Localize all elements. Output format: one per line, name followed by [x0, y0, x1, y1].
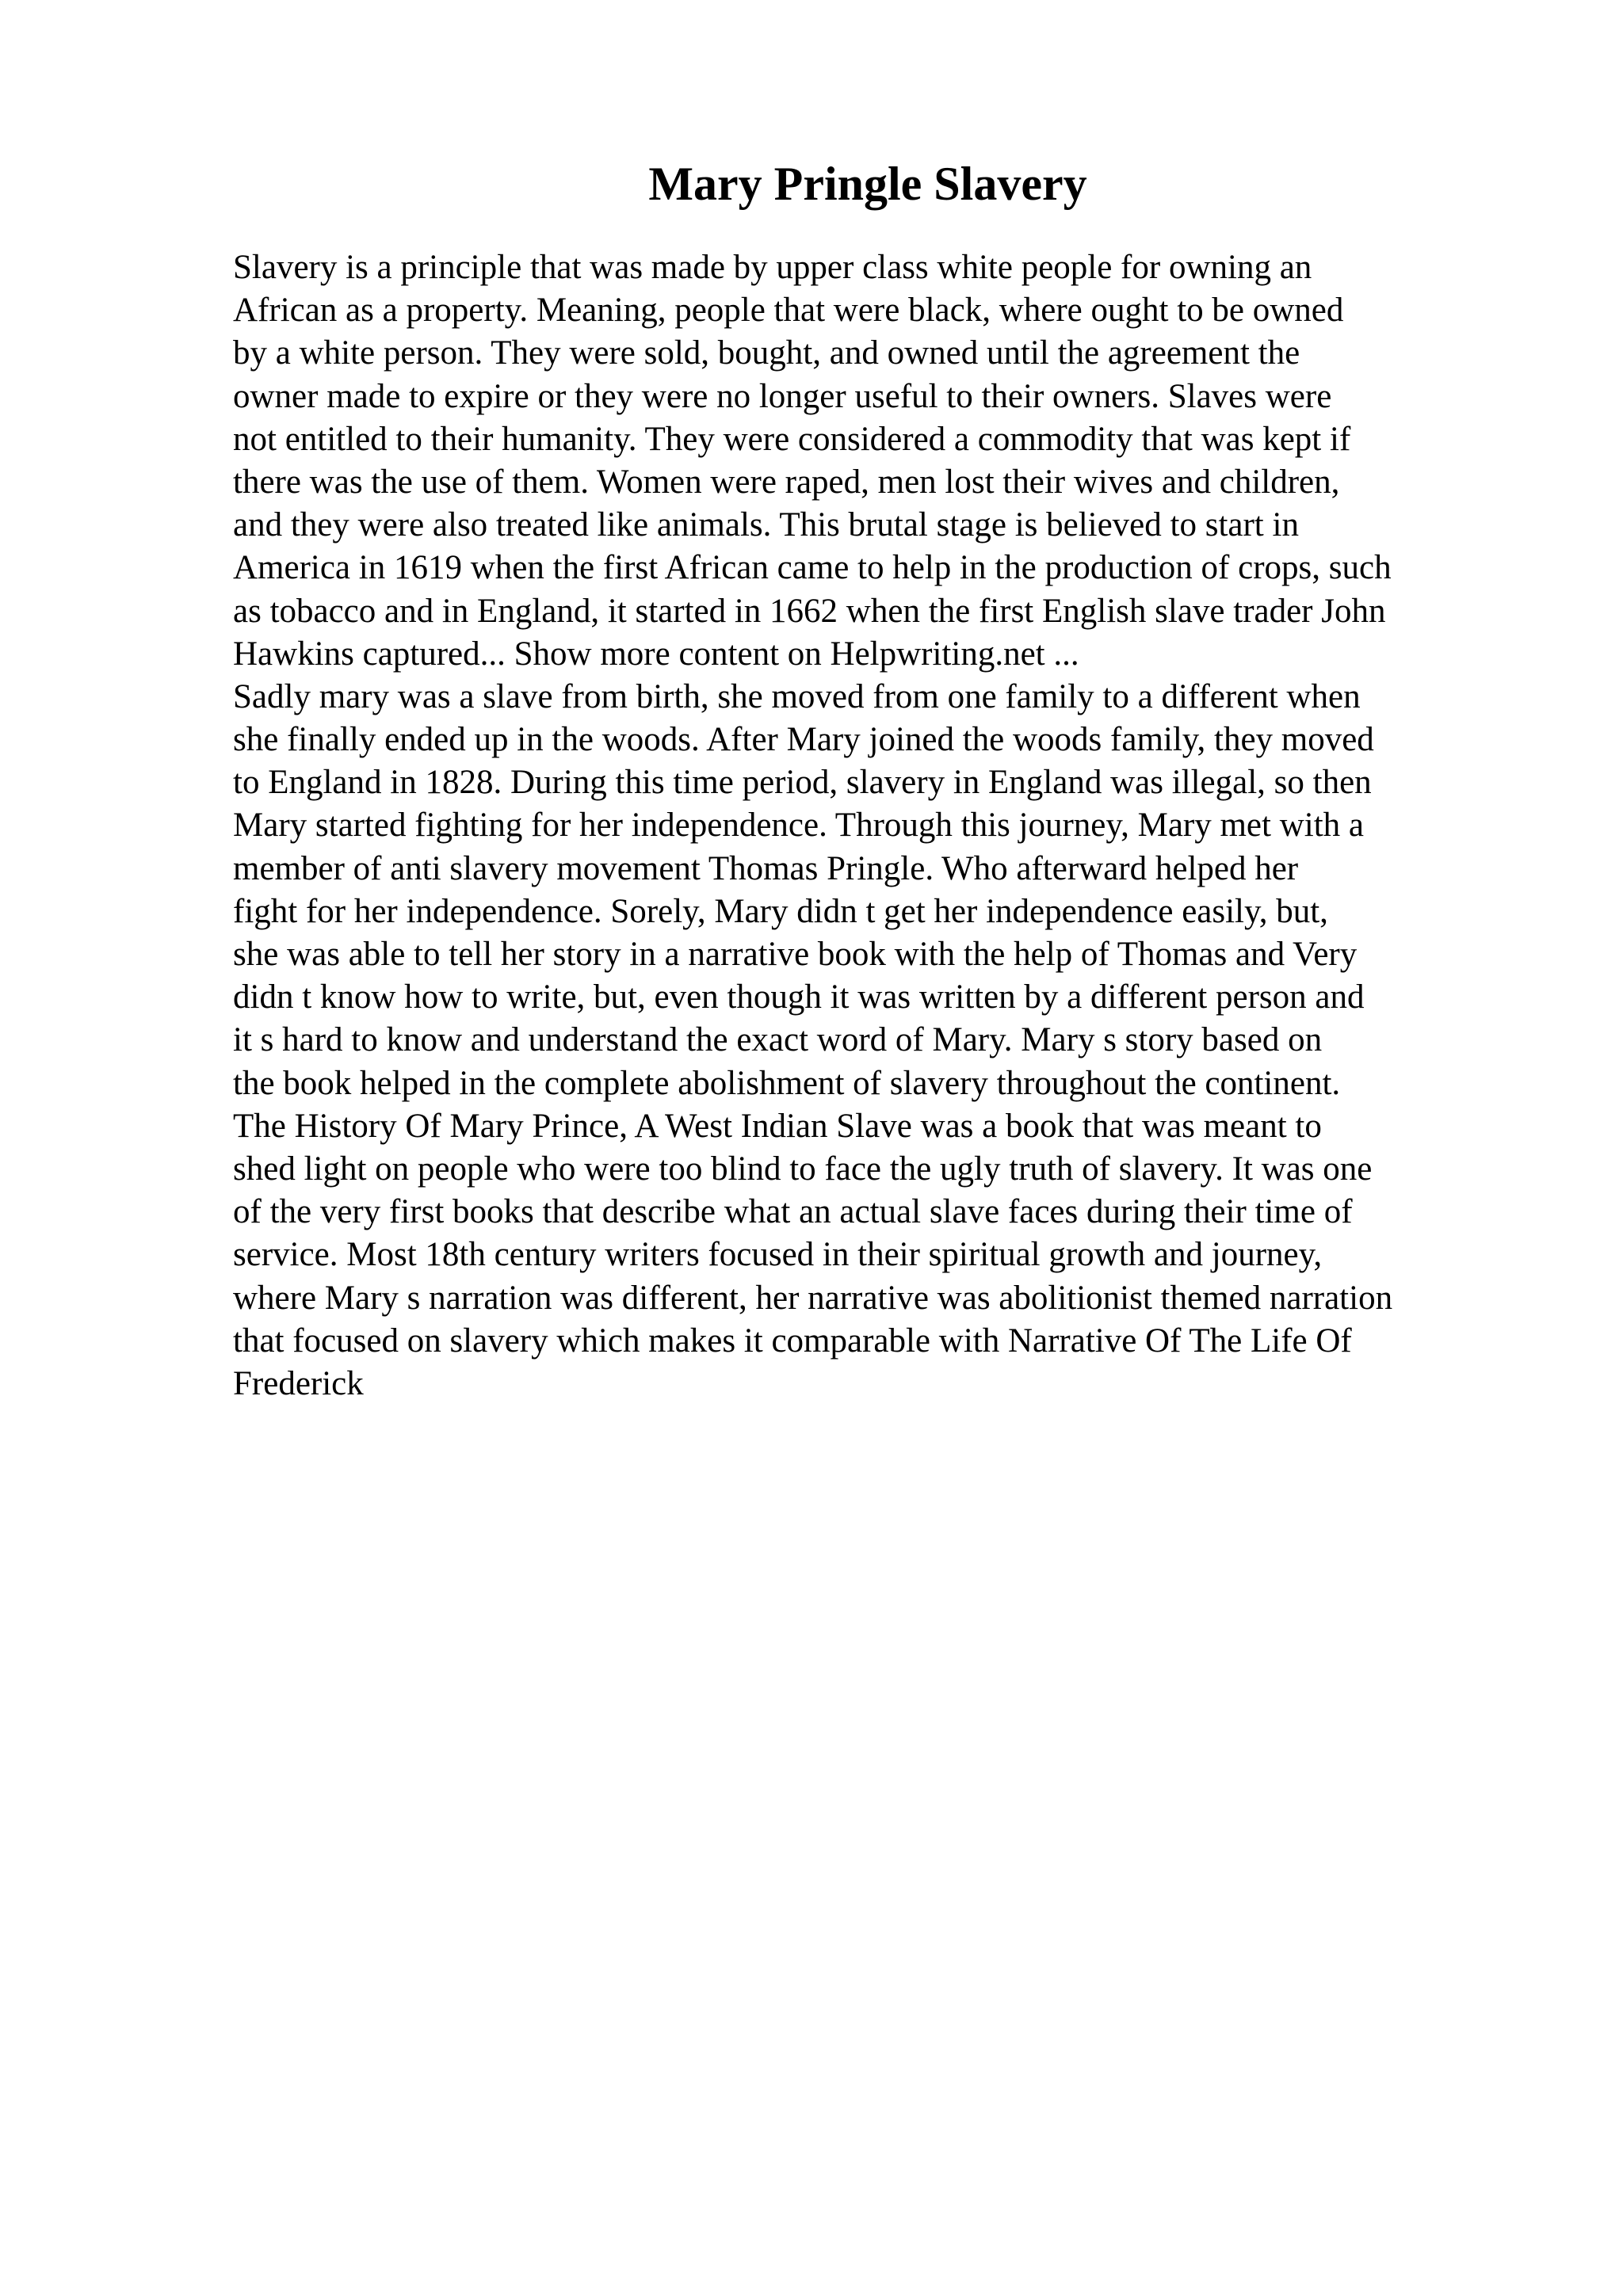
text-line: The History Of Mary Prince, A West Indian Slave was a book that was meant to [233, 1107, 1322, 1145]
text-line: Slavery is a principle that was made by upper class white people for owning an [233, 249, 1312, 286]
text-line: she finally ended up in the woods. After Mary joined the woods family, they moved [233, 721, 1374, 759]
text-line: and they were also treated like animals. This brutal stage is believed to start in [233, 506, 1299, 544]
text-line: America in 1619 when the first African came to help in the production of crops, such [233, 549, 1392, 587]
document-body [233, 246, 1517, 1405]
text-line: she was able to tell her story in a narrative book with the help of Thomas and Very [233, 936, 1358, 973]
text-line: as tobacco and in England, it started in 1662 when the first English slave trader John [233, 592, 1386, 630]
text-line: that focused on slavery which makes it comparable with Narrative Of The Life Of [233, 1322, 1352, 1360]
text-line: there was the use of them. Women were raped, men lost their wives and children, [233, 463, 1340, 501]
text-line: didn t know how to write, but, even though it was written by a different person and [233, 978, 1365, 1016]
text-line: owner made to expire or they were no longer useful to their owners. Slaves were [233, 377, 1332, 415]
text-line: Sadly mary was a slave from birth, she moved from one family to a different when [233, 677, 1361, 715]
text-line: it s hard to know and understand the exact word of Mary. Mary s story based on [233, 1021, 1323, 1059]
text-line: service. Most 18th century writers focused in their spiritual growth and journey, [233, 1236, 1323, 1274]
text-line: African as a property. Meaning, people that were black, where ought to be owned [233, 292, 1344, 330]
text-line: of the very first books that describe what an actual slave faces during their time of [233, 1193, 1353, 1231]
text-line: shed light on people who were too blind to face the ugly truth of slavery. It was one [233, 1150, 1373, 1188]
page-title: Mary Pringle Slavery [648, 158, 1087, 210]
text-line: to England in 1828. During this time period, slavery in England was illegal, so then [233, 764, 1372, 802]
text-line: by a white person. They were sold, bought, and owned until the agreement the [233, 334, 1300, 372]
text-line: Hawkins captured... Show more content on Helpwriting.net ... [233, 635, 1079, 673]
text-line: Frederick [233, 1364, 364, 1402]
text-line: Mary started fighting for her independence. Through this journey, Mary met with a [233, 807, 1364, 845]
text-line: member of anti slavery movement Thomas Pringle. Who afterward helped her [233, 849, 1299, 887]
text-line: fight for her independence. Sorely, Mary didn t get her independence easily, but, [233, 892, 1328, 930]
text-line: not entitled to their humanity. They were considered a commodity that was kept if [233, 420, 1351, 458]
text-line: where Mary s narration was different, her narrative was abolitionist themed narration [233, 1279, 1393, 1317]
text-line: the book helped in the complete abolishment of slavery throughout the continent. [233, 1064, 1341, 1102]
